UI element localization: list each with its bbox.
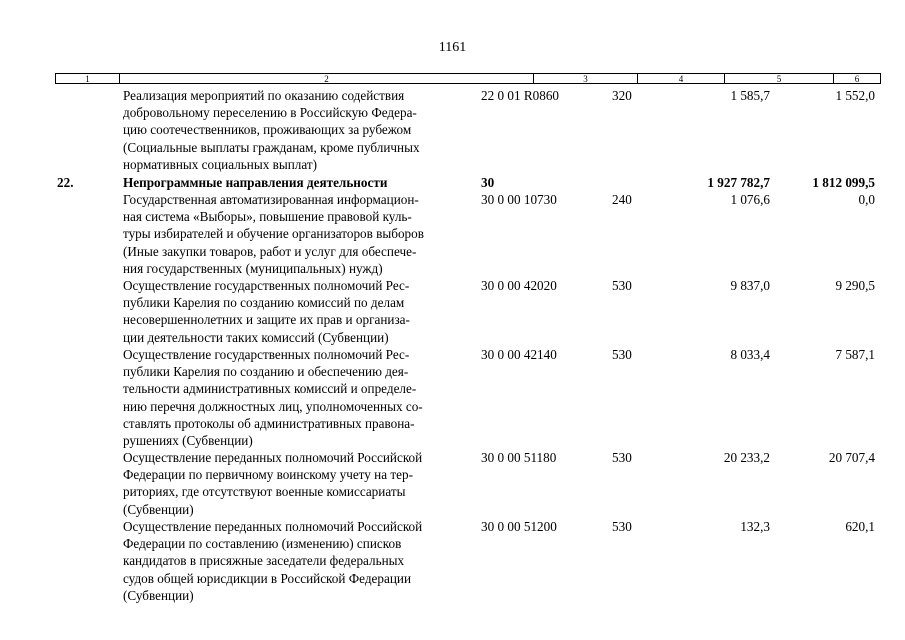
row-value-2: 1 812 099,5 [812, 175, 875, 190]
description-line: несовершеннолетних и защите их прав и организа- [123, 312, 410, 328]
row-description [123, 191, 473, 277]
row-type: 530 [612, 278, 632, 293]
row-value-1: 1 076,6 [730, 192, 770, 207]
description-line: Реализация мероприятий по оказанию содействия [123, 88, 405, 103]
description-line: публики Карелия по созданию и обеспечению дея- [123, 364, 409, 380]
description-line: рушениях (Субвенции) [123, 433, 253, 449]
row-description [123, 346, 473, 449]
page-number: 1161 [438, 40, 467, 55]
row-code: 30 0 00 51180 [481, 450, 557, 465]
description-line: Осуществление государственных полномочий Рес- [123, 278, 410, 293]
row-code: 22 0 01 R0860 [481, 88, 560, 103]
description-line: цию соотечественников, проживающих за рубежом [123, 122, 412, 138]
row-value-1: 1 585,7 [730, 88, 770, 103]
header-col-6: 6 [833, 74, 880, 83]
row-description [123, 518, 473, 604]
row-value-2: 620,1 [845, 519, 875, 534]
description-line: ции деятельности таких комиссий (Субвенции) [123, 329, 389, 345]
row-description [123, 87, 473, 173]
row-value-1: 1 927 782,7 [707, 175, 770, 190]
row-value-1: 132,3 [740, 519, 770, 534]
row-type: 530 [612, 519, 632, 534]
header-col-3: 3 [533, 74, 637, 83]
row-number: 22. [57, 175, 74, 190]
row-value-2: 7 587,1 [835, 347, 875, 362]
row-description [123, 277, 473, 346]
row-value-1: 8 033,4 [730, 347, 770, 362]
row-type: 240 [612, 192, 632, 207]
header-col-4: 4 [637, 74, 724, 83]
header-col-2: 2 [119, 74, 533, 83]
row-value-2: 20 707,4 [828, 450, 875, 465]
description-line: туры избирателей и обучение организаторов выборов [123, 226, 424, 242]
description-line: Осуществление государственных полномочий Рес- [123, 347, 410, 362]
row-code: 30 [481, 175, 495, 190]
row-description [123, 174, 473, 191]
description-line: нормативных социальных выплат) [123, 156, 317, 172]
row-code: 30 0 00 51200 [481, 519, 557, 534]
header-col-1: 1 [85, 74, 90, 84]
row-type: 530 [612, 347, 632, 362]
description-line: судов общей юрисдикции в Российской Федерации [123, 570, 412, 586]
description-line: добровольному переселению в Российскую Федера- [123, 105, 417, 121]
row-type: 530 [612, 450, 632, 465]
row-value-2: 9 290,5 [835, 278, 875, 293]
description-line: Федерации по первичному воинскому учету на тер- [123, 467, 413, 483]
description-line: кандидатов в присяжные заседатели федеральных [123, 553, 405, 569]
row-code: 30 0 00 10730 [481, 192, 557, 207]
description-line: Непрограммные направления деятельности [123, 175, 388, 190]
description-line: Государственная автоматизированная информацион- [123, 192, 419, 207]
description-line: ная система «Выборы», повышение правовой куль- [123, 209, 412, 225]
header-col-5: 5 [724, 74, 833, 83]
description-line: риториях, где отсутствуют военные комиссариаты [123, 484, 406, 500]
description-line: Осуществление переданных полномочий Российской [123, 450, 423, 465]
row-code: 30 0 00 42020 [481, 278, 557, 293]
table-header [55, 73, 881, 84]
description-line: ния государственных (муниципальных) нужд) [123, 260, 383, 276]
description-line: Федерации по составлению (изменению) списков [123, 536, 402, 552]
row-type: 320 [612, 88, 632, 103]
description-line: Осуществление переданных полномочий Российской [123, 519, 423, 534]
row-value-2: 1 552,0 [835, 88, 875, 103]
description-line: (Иные закупки товаров, работ и услуг для обеспече- [123, 243, 417, 259]
description-line: тельности административных комиссий и определе- [123, 381, 417, 397]
row-code: 30 0 00 42140 [481, 347, 557, 362]
description-line: ставлять протоколы об административных правона- [123, 415, 415, 431]
row-description [123, 449, 473, 518]
description-line: (Субвенции) [123, 501, 194, 517]
row-value-1: 20 233,2 [723, 450, 770, 465]
row-value-2: 0,0 [858, 192, 875, 207]
row-value-1: 9 837,0 [730, 278, 770, 293]
description-line: нию перечня должностных лиц, уполномоченных со- [123, 398, 423, 414]
description-line: (Социальные выплаты гражданам, кроме публичных [123, 139, 420, 155]
description-line: (Субвенции) [123, 587, 194, 603]
description-line: публики Карелия по созданию комиссий по делам [123, 295, 405, 311]
